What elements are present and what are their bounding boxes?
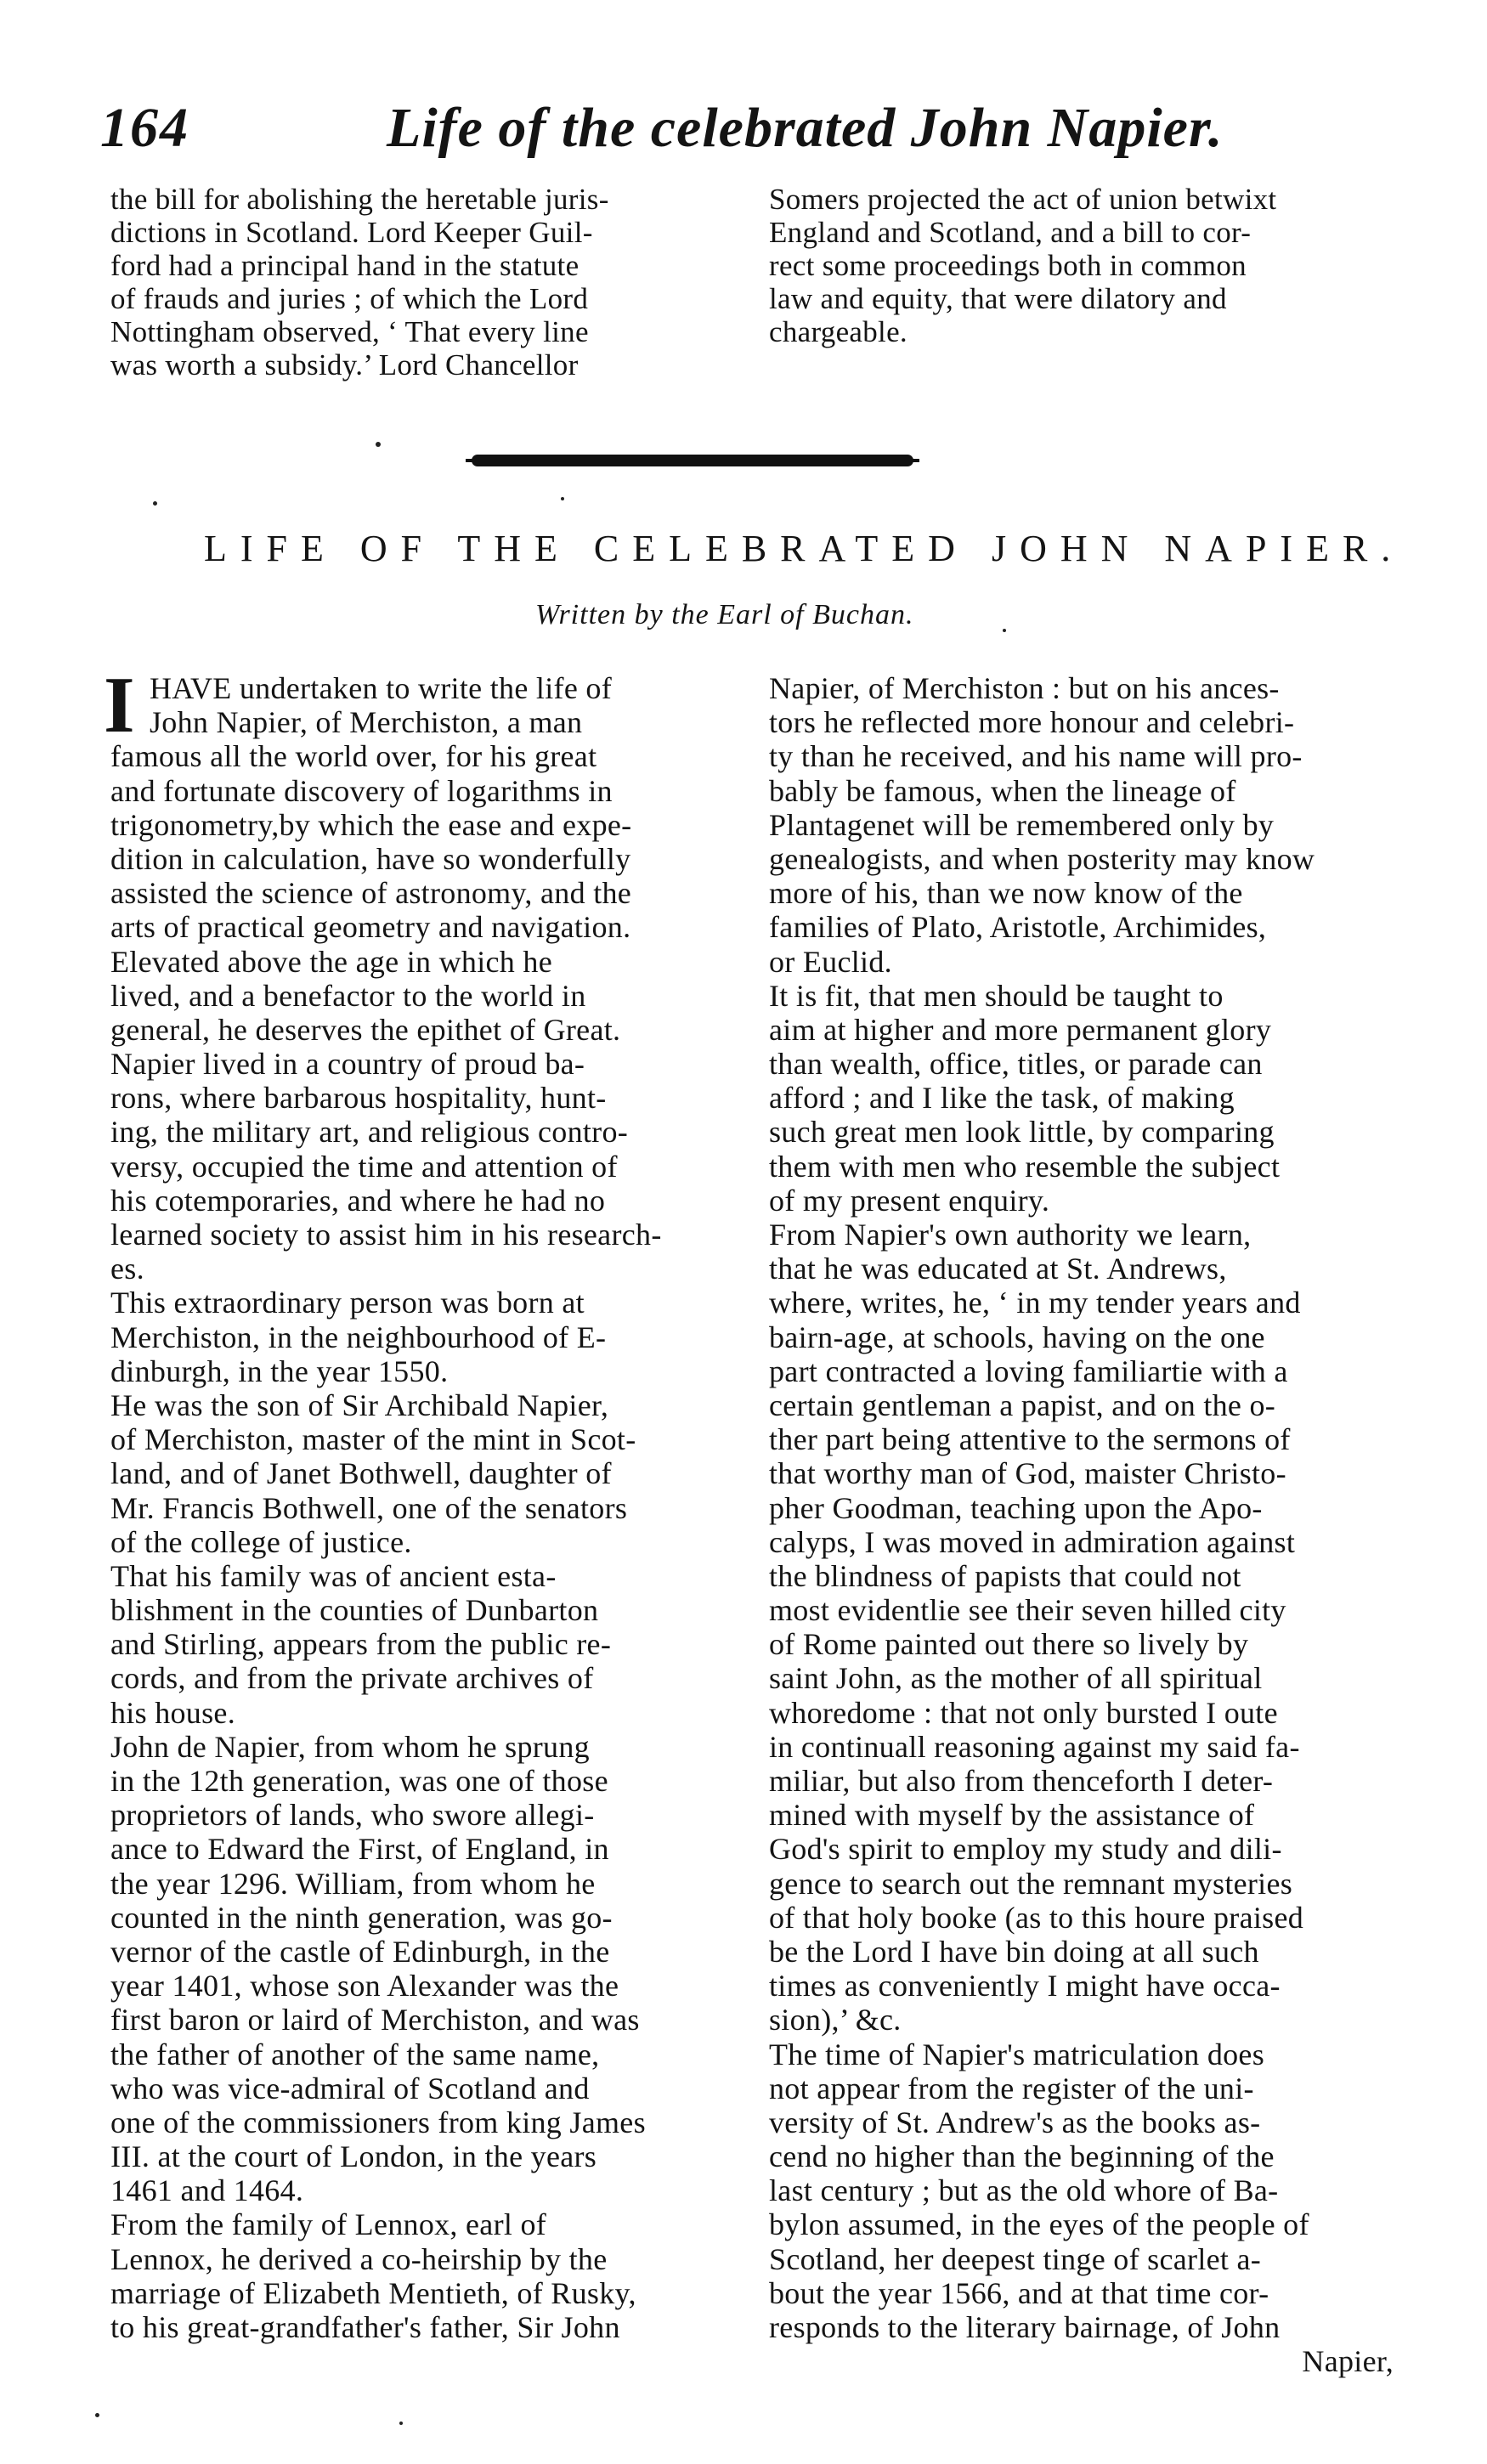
drop-cap: I xyxy=(104,661,135,749)
text-line: afford ; and I like the task, of making xyxy=(769,1081,1235,1116)
text-line: Scotland, her deepest tinge of scarlet a- xyxy=(769,2241,1262,2276)
text-line: in continuall reasoning against my said fa- xyxy=(769,1729,1300,1764)
text-line: was worth a subsidy.’ Lord Chancellor xyxy=(110,348,579,381)
text-line: counted in the ninth generation, was go- xyxy=(110,1900,613,1935)
text-line: HAVE undertaken to write the life of xyxy=(150,671,612,705)
text-line: responds to the literary bairnage, of John xyxy=(769,2310,1281,2344)
page-number: 164 xyxy=(100,97,189,159)
text-line: famous all the world over, for his great xyxy=(110,739,597,774)
text-line: learned society to assist him in his research- xyxy=(110,1218,662,1252)
text-line: John de Napier, from whom he sprung xyxy=(110,1729,590,1764)
text-line: times as conveniently I might have occa- xyxy=(769,1969,1281,2003)
text-line: or Euclid. xyxy=(769,944,892,979)
text-line: From the family of Lennox, earl of xyxy=(110,2207,547,2242)
text-line: England and Scotland, and a bill to cor- xyxy=(769,216,1252,249)
text-line: the year 1296. William, from whom he xyxy=(110,1866,596,1901)
text-line: the blindness of papists that could not xyxy=(769,1558,1241,1593)
text-line: such great men look little, by comparing xyxy=(769,1115,1275,1150)
running-head xyxy=(59,81,1385,174)
text-line: last century ; but as the old whore of Ba- xyxy=(769,2173,1279,2208)
text-line: more of his, than we now know of the xyxy=(769,876,1243,911)
text-line: Merchiston, in the neighbourhood of E- xyxy=(110,1320,607,1354)
text-line: gence to search out the remnant mysteries xyxy=(769,1866,1293,1901)
text-line: dictions in Scotland. Lord Keeper Guil- xyxy=(110,216,593,249)
text-line: Napier, of Merchiston : but on his ances- xyxy=(769,671,1280,705)
text-line: ance to Edward the First, of England, in xyxy=(110,1832,609,1867)
text-line: miliar, but also from thenceforth I deter- xyxy=(769,1764,1274,1798)
text-line: proprietors of lands, who swore allegi- xyxy=(110,1798,595,1833)
text-line: them with men who resemble the subject xyxy=(769,1149,1281,1184)
text-line: God's spirit to employ my study and dili- xyxy=(769,1832,1282,1867)
text-line: Napier lived in a country of proud ba- xyxy=(110,1047,585,1082)
text-line: bairn-age, at schools, having on the one xyxy=(769,1320,1265,1354)
text-line: that worthy man of God, maister Christo- xyxy=(769,1456,1286,1491)
text-line: and fortunate discovery of logarithms in xyxy=(110,773,613,808)
text-line: of that holy booke (as to this houre praised xyxy=(769,1900,1304,1935)
text-line: his house. xyxy=(110,1695,235,1730)
text-line: chargeable. xyxy=(769,315,907,348)
scan-speck xyxy=(561,497,564,500)
scan-speck xyxy=(1003,629,1006,632)
text-line: He was the son of Sir Archibald Napier, xyxy=(110,1387,609,1422)
text-line: Mr. Francis Bothwell, one of the senators xyxy=(110,1490,628,1525)
text-line: that he was educated at St. Andrews, xyxy=(769,1252,1227,1286)
text-line: Elevated above the age in which he xyxy=(110,944,552,979)
text-line: land, and of Janet Bothwell, daughter of xyxy=(110,1456,612,1491)
text-line: year 1401, whose son Alexander was the xyxy=(110,1969,619,2003)
text-line: the father of another of the same name, xyxy=(110,2037,600,2071)
text-line: general, he deserves the epithet of Great. xyxy=(110,1012,621,1047)
text-line: aim at higher and more permanent glory xyxy=(769,1012,1272,1047)
text-line: tors he reflected more honour and celebri- xyxy=(769,705,1295,740)
text-line: whoredome : that not only bursted I oute xyxy=(769,1695,1278,1730)
text-line: of my present enquiry. xyxy=(769,1183,1050,1218)
scan-speck xyxy=(399,2422,403,2425)
text-line: 1461 and 1464. xyxy=(110,2173,304,2208)
text-line: not appear from the register of the uni- xyxy=(769,2071,1254,2105)
text-line: dinburgh, in the year 1550. xyxy=(110,1354,449,1388)
text-line: who was vice-admiral of Scotland and xyxy=(110,2071,590,2105)
text-line: Somers projected the act of union betwixt xyxy=(769,183,1277,216)
text-line: part contracted a loving familiartie with a xyxy=(769,1354,1288,1388)
text-line: pher Goodman, teaching upon the Apo- xyxy=(769,1490,1263,1525)
text-line: cend no higher than the beginning of the xyxy=(769,2139,1275,2174)
catchword: Napier, xyxy=(1302,2344,1394,2379)
text-line: saint John, as the mother of all spiritual xyxy=(769,1661,1263,1696)
article-right-column xyxy=(769,671,1394,2378)
text-line: than wealth, office, titles, or parade can xyxy=(769,1047,1263,1082)
text-line: trigonometry,by which the ease and expe- xyxy=(110,807,632,842)
text-line: ing, the military art, and religious contro- xyxy=(110,1115,629,1150)
text-line: es. xyxy=(110,1252,144,1286)
text-line: That his family was of ancient esta- xyxy=(110,1558,557,1593)
text-line: rect some proceedings both in common xyxy=(769,249,1247,282)
scan-speck xyxy=(95,2413,99,2417)
text-line: III. at the court of London, in the years xyxy=(110,2139,597,2174)
text-line: to his great-grandfather's father, Sir John xyxy=(110,2310,620,2344)
text-line: arts of practical geometry and navigation. xyxy=(110,910,631,945)
text-line: ty than he received, and his name will pro- xyxy=(769,739,1303,774)
text-line: bout the year 1566, and at that time cor- xyxy=(769,2275,1269,2310)
text-line: his cotemporaries, and where he had no xyxy=(110,1183,606,1218)
text-line: families of Plato, Aristotle, Archimides, xyxy=(769,910,1267,945)
text-line: first baron or laird of Merchiston, and was xyxy=(110,2003,640,2037)
text-line: calyps, I was moved in admiration against xyxy=(769,1524,1296,1559)
text-line: assisted the science of astronomy, and the xyxy=(110,876,632,911)
text-line: Plantagenet will be remembered only by xyxy=(769,807,1275,842)
text-line: This extraordinary person was born at xyxy=(110,1286,585,1320)
text-line: Nottingham observed, ‘ That every line xyxy=(110,315,589,348)
text-line: of Merchiston, master of the mint in Scot- xyxy=(110,1422,636,1457)
continued-left-column xyxy=(110,183,735,381)
section-divider-rule xyxy=(472,455,913,466)
article-title: LIFE OF THE CELEBRATED JOHN NAPIER. xyxy=(204,528,1405,569)
text-line: be the Lord I have bin doing at all such xyxy=(769,1934,1259,1969)
scan-speck xyxy=(153,501,157,506)
text-line: sion),’ &c. xyxy=(769,2003,902,2037)
text-line: most evidentlie see their seven hilled city xyxy=(769,1593,1286,1628)
running-title: Life of the celebrated John Napier. xyxy=(387,97,1224,159)
text-line: bably be famous, when the lineage of xyxy=(769,773,1236,808)
text-line: one of the commissioners from king James xyxy=(110,2105,646,2139)
text-line: mined with myself by the assistance of xyxy=(769,1798,1255,1833)
text-line: ther part being attentive to the sermons of xyxy=(769,1422,1291,1457)
text-line: cords, and from the private archives of xyxy=(110,1661,594,1696)
text-line: ford had a principal hand in the statute xyxy=(110,249,580,282)
text-line: dition in calculation, have so wonderfully xyxy=(110,841,631,876)
text-line: where, writes, he, ‘ in my tender years and xyxy=(769,1286,1301,1320)
text-line: of frauds and juries ; of which the Lord xyxy=(110,282,589,315)
text-line: marriage of Elizabeth Mentieth, of Rusky, xyxy=(110,2275,636,2310)
text-line: in the 12th generation, was one of those xyxy=(110,1764,608,1798)
text-line: The time of Napier's matriculation does xyxy=(769,2037,1265,2071)
article-left-column xyxy=(104,661,735,2344)
text-line: From Napier's own authority we learn, xyxy=(769,1218,1252,1252)
text-line: blishment in the counties of Dunbarton xyxy=(110,1593,599,1628)
text-line: John Napier, of Merchiston, a man xyxy=(150,705,583,740)
text-line: vernor of the castle of Edinburgh, in the xyxy=(110,1934,610,1969)
continued-right-column xyxy=(769,183,1394,348)
text-line: versity of St. Andrew's as the books as- xyxy=(769,2105,1261,2139)
article-byline: Written by the Earl of Buchan. xyxy=(535,599,914,630)
text-line: Lennox, he derived a co-heirship by the xyxy=(110,2241,608,2276)
text-line: certain gentleman a papist, and on the o- xyxy=(769,1387,1276,1422)
text-line: of Rome painted out there so lively by xyxy=(769,1627,1249,1662)
text-line: It is fit, that men should be taught to xyxy=(769,978,1224,1013)
text-line: genealogists, and when posterity may know xyxy=(769,841,1315,876)
scan-speck xyxy=(376,442,381,447)
text-line: and Stirling, appears from the public re- xyxy=(110,1627,612,1662)
text-line: lived, and a benefactor to the world in xyxy=(110,978,586,1013)
text-line: the bill for abolishing the heretable juris- xyxy=(110,183,609,216)
text-line: bylon assumed, in the eyes of the people of xyxy=(769,2207,1309,2242)
text-line: law and equity, that were dilatory and xyxy=(769,282,1227,315)
text-line: rons, where barbarous hospitality, hunt- xyxy=(110,1081,607,1116)
text-line: of the college of justice. xyxy=(110,1524,412,1559)
text-line: versy, occupied the time and attention of xyxy=(110,1149,618,1184)
